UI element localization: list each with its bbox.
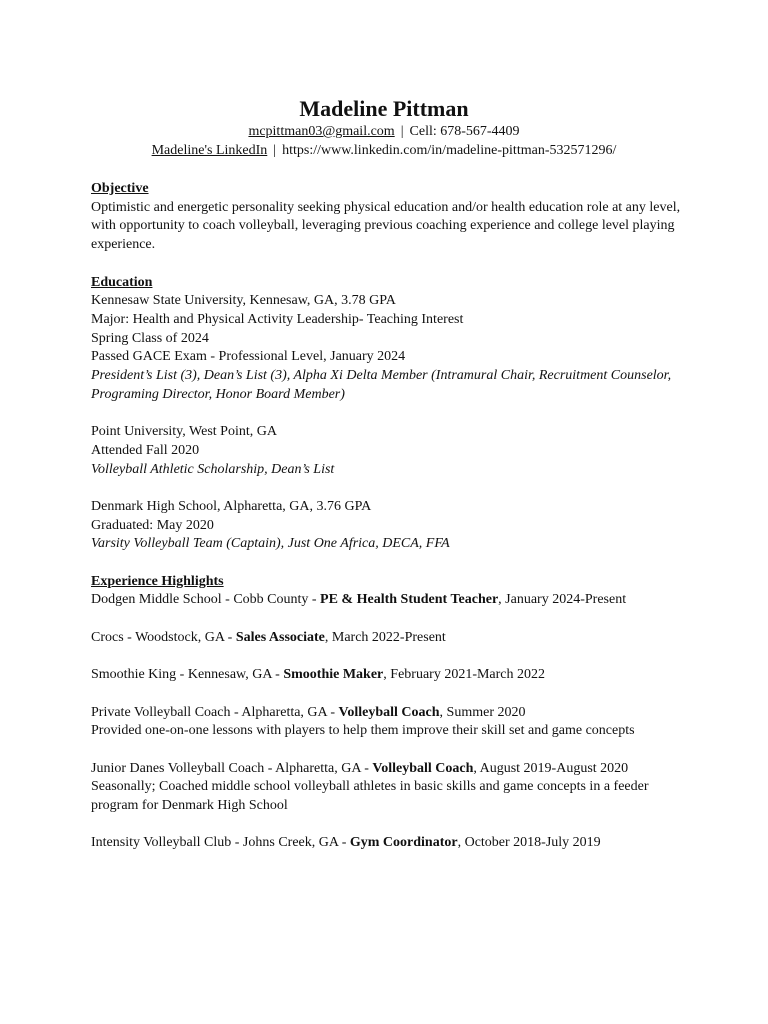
job-dates: , February 2021-March 2022 <box>383 667 546 683</box>
employer: Crocs - Woodstock, GA - <box>91 629 236 645</box>
employer: Dodgen Middle School - Cobb County - <box>91 592 321 608</box>
separator: | <box>273 142 277 158</box>
experience-entry <box>91 629 681 648</box>
experience-description: Seasonally; Coached middle school volleyball athletes in basic skills and game concepts in a feeder program for Denmark High School <box>91 779 649 814</box>
section-title-experience: Experience Highlights <box>91 573 224 589</box>
separator: | <box>400 124 404 139</box>
experience-entry <box>91 666 681 685</box>
experience-entry <box>91 591 681 610</box>
job-dates: , Summer 2020 <box>439 704 526 720</box>
experience-entry <box>91 760 681 816</box>
education-entry <box>91 292 681 404</box>
school-honors: Volleyball Athletic Scholarship, Dean’s List <box>91 461 335 477</box>
job-dates: , March 2022-Present <box>324 629 446 645</box>
job-role: Gym Coordinator <box>349 835 458 851</box>
employer: Smoothie King - Kennesaw, GA - <box>91 667 284 683</box>
section-title-objective: Objective <box>91 181 149 196</box>
school-line: Attended Fall 2020 <box>91 442 200 458</box>
experience-heading <box>91 629 681 648</box>
job-role: Smoothie Maker <box>283 667 384 683</box>
linkedin-line <box>0 142 768 161</box>
employer: Intensity Volleyball Club - Johns Creek, GA - <box>91 835 350 851</box>
cell-phone: Cell: 678-567-4409 <box>409 124 520 139</box>
job-role: Volleyball Coach <box>372 760 474 776</box>
experience-section <box>91 573 681 853</box>
experience-heading <box>91 834 681 853</box>
education-section <box>91 274 681 555</box>
school-line: Major: Health and Physical Activity Leadership- Teaching Interest <box>91 311 464 327</box>
contact-line <box>0 123 768 142</box>
school-line: Passed GACE Exam - Professional Level, January 2024 <box>91 349 406 365</box>
experience-heading <box>91 591 681 610</box>
education-entry <box>91 498 681 554</box>
experience-entry <box>91 704 681 741</box>
linkedin-link[interactable]: Madeline's LinkedIn <box>151 142 268 158</box>
email-link[interactable]: mcpittman03@gmail.com <box>248 124 395 139</box>
job-dates: , January 2024-Present <box>498 592 627 608</box>
school-line: Kennesaw State University, Kennesaw, GA, 3.78 GPA <box>91 293 396 309</box>
job-role: Sales Associate <box>235 629 325 645</box>
section-title-education: Education <box>91 274 153 290</box>
objective-text: Optimistic and energetic personality seeking physical education and/or health education role at any level, with opportunity to coach volleyball, leveraging previous coaching experience and college level playing experience. <box>91 199 681 253</box>
employer: Junior Danes Volleyball Coach - Alpharetta, GA - <box>91 760 373 776</box>
school-honors: President’s List (3), Dean’s List (3), Alpha Xi Delta Member (Intramural Chair, Recruitment Counselor, Programing Director, Honor Board Member) <box>91 368 672 402</box>
job-role: Volleyball Coach <box>338 704 440 720</box>
candidate-name: Madeline Pittman <box>299 96 469 121</box>
employer: Private Volleyball Coach - Alpharetta, GA - <box>91 704 339 720</box>
education-entry <box>91 423 681 479</box>
school-line: Point University, West Point, GA <box>91 424 277 440</box>
experience-heading <box>91 760 681 779</box>
experience-heading <box>91 704 681 723</box>
experience-entry <box>91 834 681 853</box>
experience-heading <box>91 666 681 685</box>
school-line: Spring Class of 2024 <box>91 330 209 346</box>
school-line: Denmark High School, Alpharetta, GA, 3.76 GPA <box>91 498 372 514</box>
job-role: PE & Health Student Teacher <box>320 592 499 608</box>
experience-description: Provided one-on-one lessons with players to help them improve their skill set and game concepts <box>91 723 635 739</box>
resume-header <box>0 95 768 160</box>
school-line: Graduated: May 2020 <box>91 517 214 533</box>
objective-section <box>91 180 681 255</box>
linkedin-url: https://www.linkedin.com/in/madeline-pittman-532571296/ <box>282 142 617 158</box>
school-honors: Varsity Volleyball Team (Captain), Just One Africa, DECA, FFA <box>91 536 450 552</box>
resume-body <box>91 180 681 853</box>
job-dates: , October 2018-July 2019 <box>457 835 601 851</box>
job-dates: , August 2019-August 2020 <box>473 760 629 776</box>
